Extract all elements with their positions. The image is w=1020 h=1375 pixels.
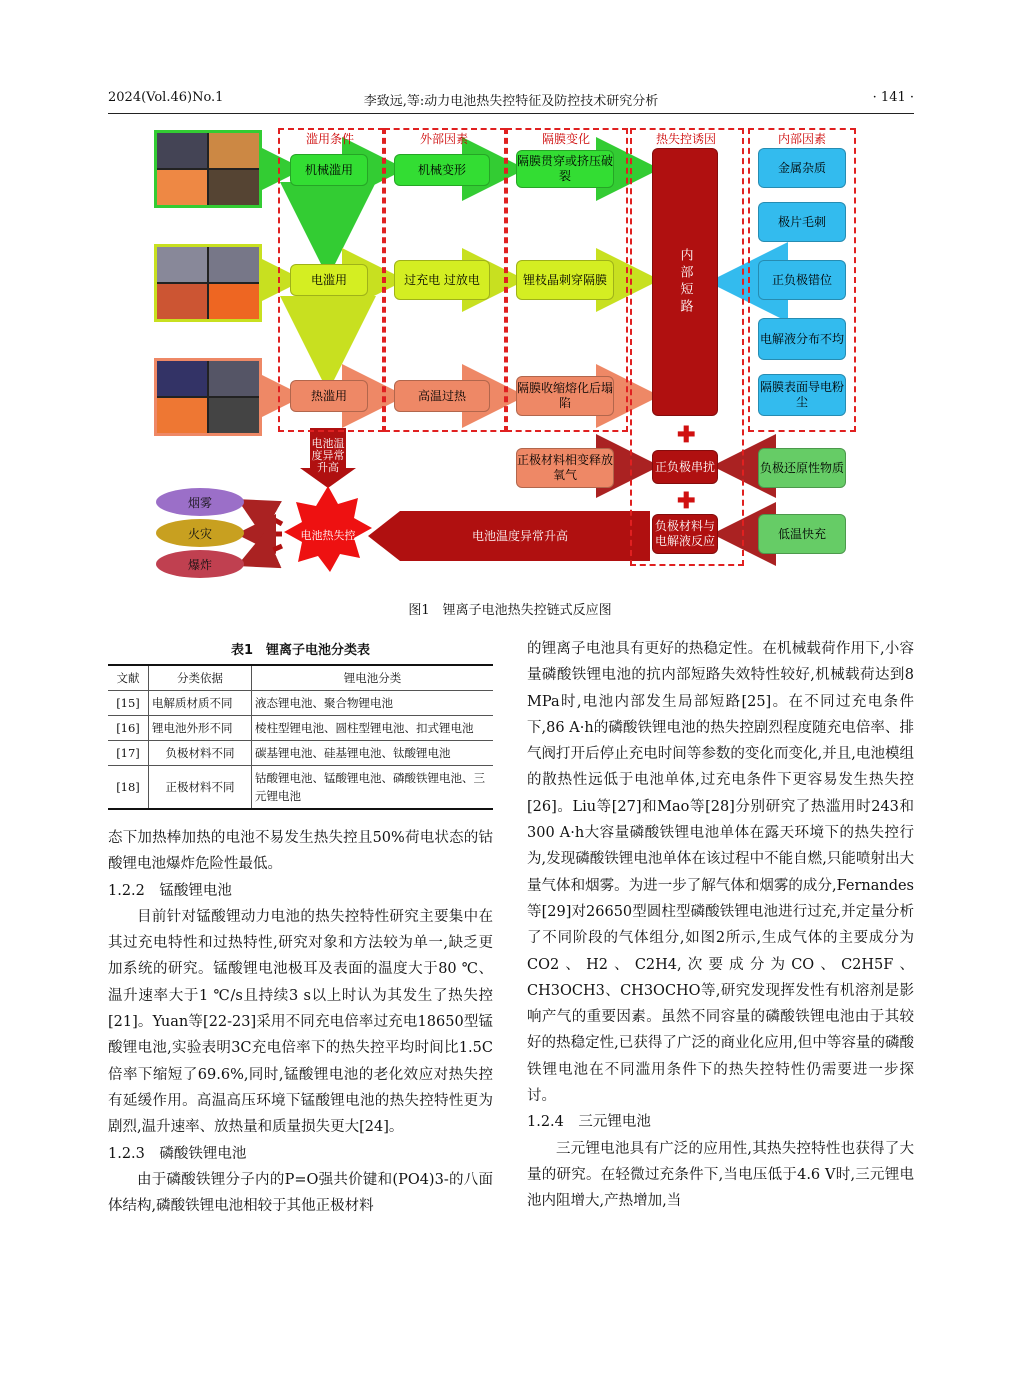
table-row <box>108 741 493 766</box>
node-electrode-burr: 极片毛刺 <box>758 202 846 242</box>
table-cell: 碳基锂电池、硅基锂电池、钛酸锂电池 <box>252 741 494 766</box>
table-cell: [16] <box>108 716 149 741</box>
table-title: 表1 锂离子电池分类表 <box>230 643 371 658</box>
page-number: · 141 · <box>872 90 914 105</box>
node-separator-melt: 隔膜收缩熔化后塌陷 <box>516 376 614 416</box>
arrow <box>246 504 282 524</box>
node-anode-electrolyte: 负极材料与电解液反应 <box>652 514 718 554</box>
node-overcharge: 过充电 过放电 <box>394 260 490 300</box>
paragraph: 的锂离子电池具有更好的热稳定性。在机械载荷作用下,小容量磷酸铁锂电池的抗内部短路失效特性较好,机械载荷达到8 MPa时,电池内部发生局部短路[25]。在不同过充电条件下,86 A·h的磷酸铁锂电池的热失控剧烈程度随充电倍率、排气阀打开后停止充电时间等参数的变化而变化,并且,电池模组的散热性远低于电池单体,过充电条件下更容易发生热失控[26]。Liu等[27]和Mao等[28]分别研究了热滥用时243和300 A·h大容量磷酸铁锂电池单体在露天环境下的热失控行为,发现磷酸铁锂电池单体在该过程中不能自燃,只能喷射出大量气体和烟雾。为进一步了解气体和烟雾的成分,Fernandes等[29]对26650型圆柱型磷酸铁锂电池进行过充,并定量分析了不同阶段的气体组分,如图2所示,生成气体的主要成分为CO2、H2、C2H4,次要成分为CO、C2H5F、CH3OCH3、CH3OCHO等,研究发现挥发性有机溶剂是影响产气的重要因素。虽然不同容量的磷酸铁锂电池由于其较好的热稳定性,已获得了广泛的商业化应用,但中等容量的磷酸铁锂电池在不同滥用条件下的热失控特性仍需要进一步探讨。 <box>527 641 914 1105</box>
label-temp-rise-long: 电池温度异常升高 <box>471 528 568 543</box>
running-header <box>108 90 914 110</box>
node-anode-reductant: 负极还原性物质 <box>758 448 846 488</box>
column-header: 滥用条件 <box>305 132 354 146</box>
paragraph: 态下加热棒加热的电池不易发生热失控且50%荷电状态的钴酸锂电池爆炸危险性最低。 <box>108 830 493 873</box>
left-column <box>108 825 493 1219</box>
right-column <box>527 636 914 1215</box>
label-temp-rise: 电池温度异常升高 <box>311 437 345 474</box>
photo-mechanical-abuse <box>154 130 262 208</box>
table-cell: 钴酸锂电池、锰酸锂电池、磷酸铁锂电池、三元锂电池 <box>252 766 494 810</box>
node-electrolyte-uneven: 电解液分布不均 <box>758 318 846 360</box>
section-heading: 1.2.3 磷酸铁锂电池 <box>108 1145 247 1162</box>
label-thermal-runaway: 电池热失控 <box>300 528 356 542</box>
table-cell: 棱柱型锂电池、圆柱型锂电池、扣式锂电池 <box>252 716 494 741</box>
node-electrode-misalign: 正负极错位 <box>758 260 846 300</box>
table-row <box>108 766 493 810</box>
node-thermal-abuse: 热滥用 <box>290 380 368 412</box>
table-cell: 锂电池外形不同 <box>149 716 252 741</box>
table-cell: [17] <box>108 741 149 766</box>
table-cell: 电解质材质不同 <box>149 691 252 716</box>
table-cell: [18] <box>108 766 149 810</box>
table-cell: 负极材料不同 <box>149 741 252 766</box>
node-overheat: 高温过热 <box>394 380 490 412</box>
table-row <box>108 716 493 741</box>
figure-1-diagram <box>150 126 872 582</box>
outcome-smoke: 烟雾 <box>156 488 244 516</box>
node-internal-short: 内部短路 <box>652 148 718 416</box>
node-crosstalk: 正负极串扰 <box>652 450 718 484</box>
node-cathode-oxygen: 正极材料相变释放氧气 <box>516 448 614 488</box>
table-header-cell: 文献 <box>108 665 149 691</box>
table-header-cell: 分类依据 <box>149 665 252 691</box>
figure-caption: 图1 锂离子电池热失控链式反应图 <box>408 603 612 618</box>
plus-icon: ✚ <box>677 422 696 448</box>
column-header: 外部因素 <box>419 132 468 146</box>
table-row <box>108 691 493 716</box>
photo-electrical-abuse <box>154 244 262 322</box>
outcome-explosion: 爆炸 <box>156 550 244 578</box>
node-metal-impurity: 金属杂质 <box>758 148 846 188</box>
header-rule <box>108 113 914 114</box>
column-header: 内部因素 <box>777 132 826 146</box>
node-electrical-abuse: 电滥用 <box>290 264 368 296</box>
running-title: 李致远,等:动力电池热失控特征及防控技术研究分析 <box>363 94 659 109</box>
table-cell: 正极材料不同 <box>149 766 252 810</box>
node-mechanical-abuse: 机械滥用 <box>290 154 368 186</box>
photo-thermal-abuse <box>154 358 262 436</box>
paragraph: 三元锂电池具有广泛的应用性,其热失控特性也获得了大量的研究。在轻微过充条件下,当电压低于4.6 V时,三元锂电池内阻增大,产热增加,当 <box>527 1140 914 1210</box>
section-heading: 1.2.2 锰酸锂电池 <box>108 882 232 899</box>
table-cell: 液态锂电池、聚合物锂电池 <box>252 691 494 716</box>
column-header: 隔膜变化 <box>541 132 590 146</box>
node-conductive-dust: 隔膜表面导电粉尘 <box>758 374 846 416</box>
outcome-fire: 火灾 <box>156 519 244 547</box>
table-cell: [15] <box>108 691 149 716</box>
paragraph: 目前针对锰酸锂动力电池的热失控特性研究主要集中在其过充电特性和过热特性,研究对象和方法较为单一,缺乏更加系统的研究。锰酸锂电池极耳及表面的温度大于80 ℃、温升速率大于1 ℃/s且持续3 s以上时认为其发生了热失控[21]。Yuan等[22-23]采用不同充电倍率过充电18650型锰酸锂电池,实验表明3C充电倍率下的热失控平均时间比1.5C倍率下缩短了69.6%,同时,锰酸锂电池的老化效应对热失控有延缓作用。高温高压环境下锰酸锂电池的热失控特性更为剧烈,温升速率、放热量和质量损失更大[24]。 <box>108 908 493 1136</box>
column-header: 热失控诱因 <box>655 132 716 146</box>
paragraph: 由于磷酸铁锂分子内的P=O强共价键和(PO4)3-的八面体结构,磷酸铁锂电池相较于其他正极材料 <box>108 1171 493 1215</box>
table-header-row <box>108 665 493 691</box>
node-dendrite: 锂枝晶刺穿隔膜 <box>516 260 614 300</box>
table-header-cell: 锂电池分类 <box>252 665 494 691</box>
journal-issue: 2024(Vol.46)No.1 <box>108 90 224 105</box>
node-low-temp-charge: 低温快充 <box>758 514 846 554</box>
node-mechanical-deformation: 机械变形 <box>394 154 490 186</box>
arrow <box>246 546 282 562</box>
plus-icon: ✚ <box>677 488 696 514</box>
node-separator-puncture: 隔膜贯穿或挤压破裂 <box>516 150 614 188</box>
section-heading: 1.2.4 三元锂电池 <box>527 1114 651 1131</box>
classification-table <box>108 664 493 810</box>
